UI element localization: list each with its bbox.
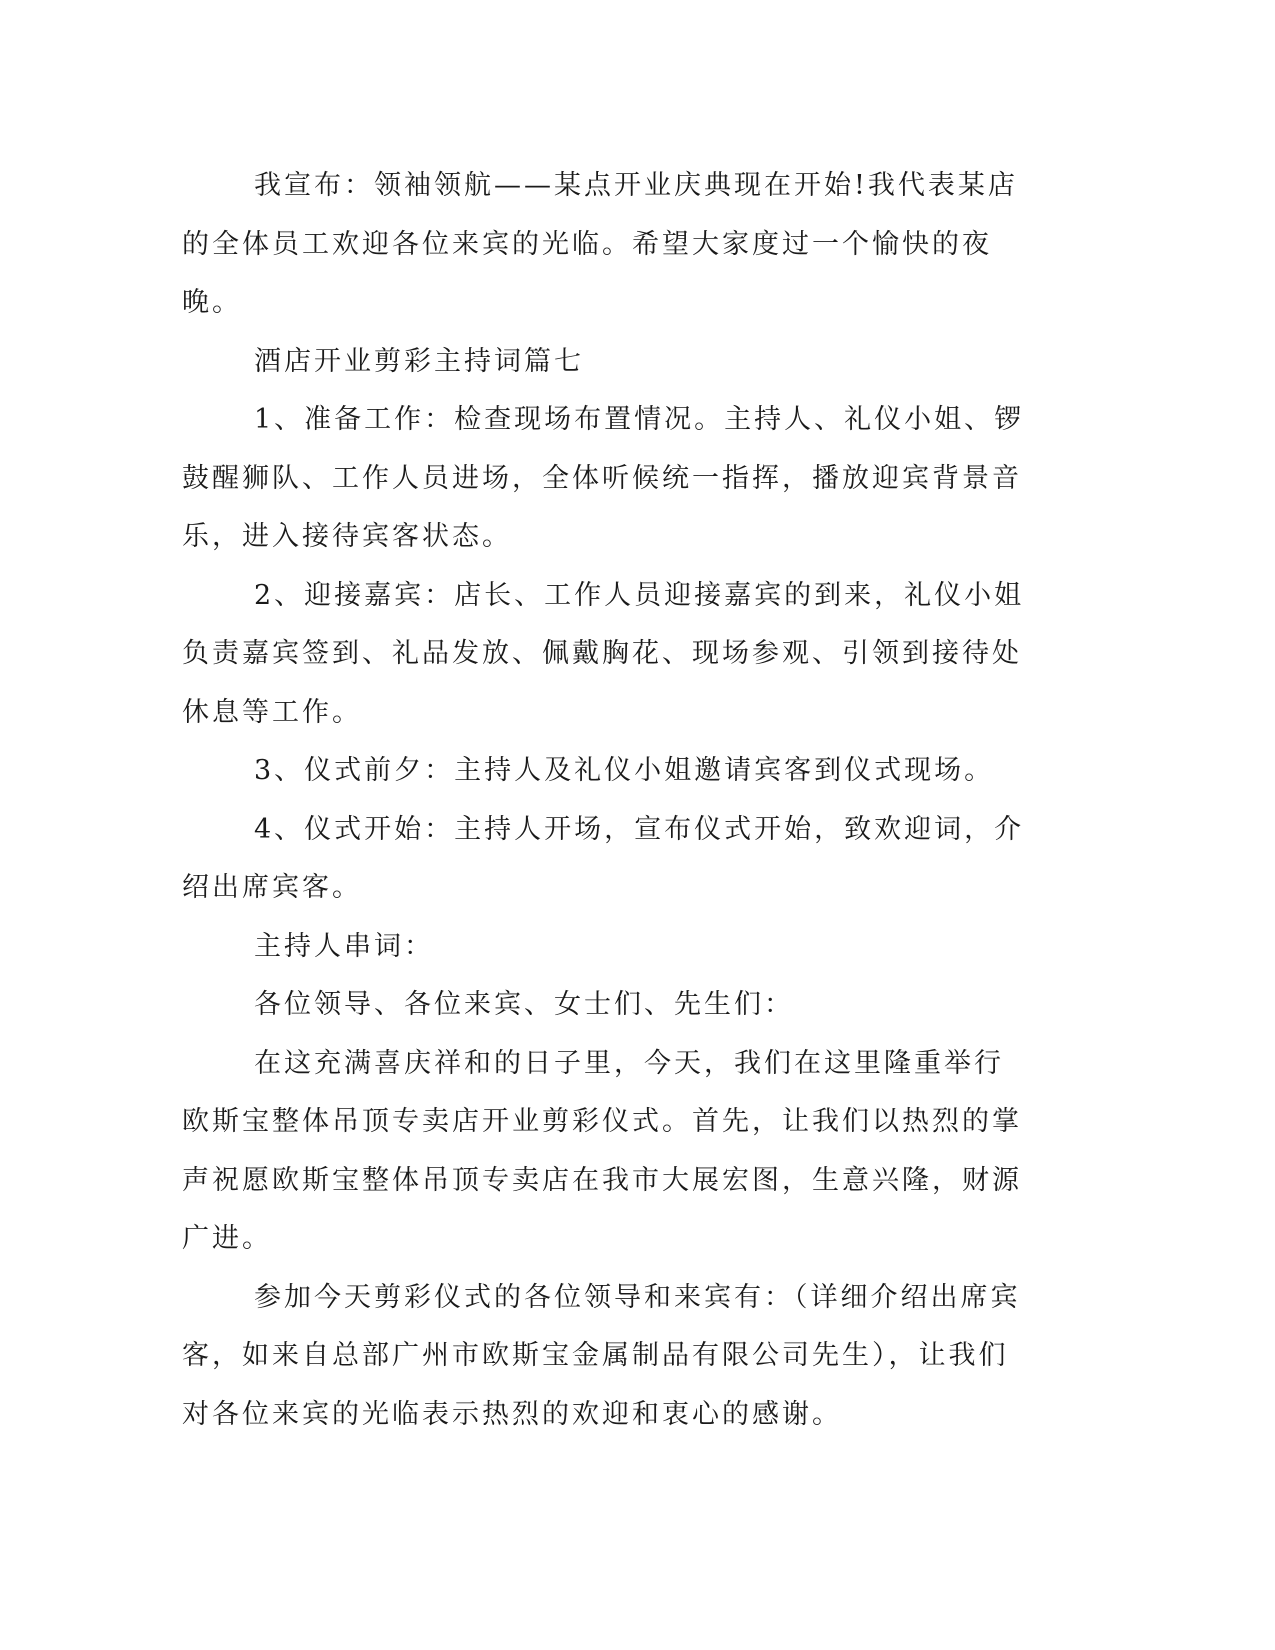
paragraph-step-3: 3、仪式前夕：主持人及礼仪小姐邀请宾客到仪式现场。 xyxy=(254,755,995,786)
paragraph-step-2: 2、迎接嘉宾：店长、工作人员迎接嘉宾的到来，礼仪小姐负责嘉宾签到、礼品发放、佩戴胸花、现场参观、引领到接待处休息等工作。 xyxy=(182,579,1025,728)
paragraph-step-4: 4、仪式开始：主持人开场，宣布仪式开始，致欢迎词，介绍出席宾客。 xyxy=(182,813,1025,903)
paragraph-guest-introduction: 参加今天剪彩仪式的各位领导和来宾有：（详细介绍出席宾客，如来自总部广州市欧斯宝金属制品有限公司先生），让我们对各位来宾的光临表示热烈的欢迎和衷心的感谢。 xyxy=(182,1281,1021,1430)
paragraph-step-1: 1、准备工作：检查现场布置情况。主持人、礼仪小姐、锣鼓醒狮队、工作人员进场，全体听候统一指挥，播放迎宾背景音乐，进入接待宾客状态。 xyxy=(182,404,1025,552)
paragraph-greeting: 各位领导、各位来宾、女士们、先生们： xyxy=(254,989,794,1020)
document-body xyxy=(182,157,1032,1444)
paragraph-announcement: 我宣布：领袖领航——某点开业庆典现在开始!我代表某店的全体员工欢迎各位来宾的光临。希望大家度过一个愉快的夜晚。 xyxy=(182,170,1018,318)
paragraph-host-script-label: 主持人串词： xyxy=(254,930,434,962)
section-heading: 酒店开业剪彩主持词篇七 xyxy=(254,345,584,377)
paragraph-opening-speech: 在这充满喜庆祥和的日子里，今天，我们在这里隆重举行欧斯宝整体吊顶专卖店开业剪彩仪式。首先，让我们以热烈的掌声祝愿欧斯宝整体吊顶专卖店在我市大展宏图，生意兴隆，财源广进。 xyxy=(182,1047,1022,1254)
